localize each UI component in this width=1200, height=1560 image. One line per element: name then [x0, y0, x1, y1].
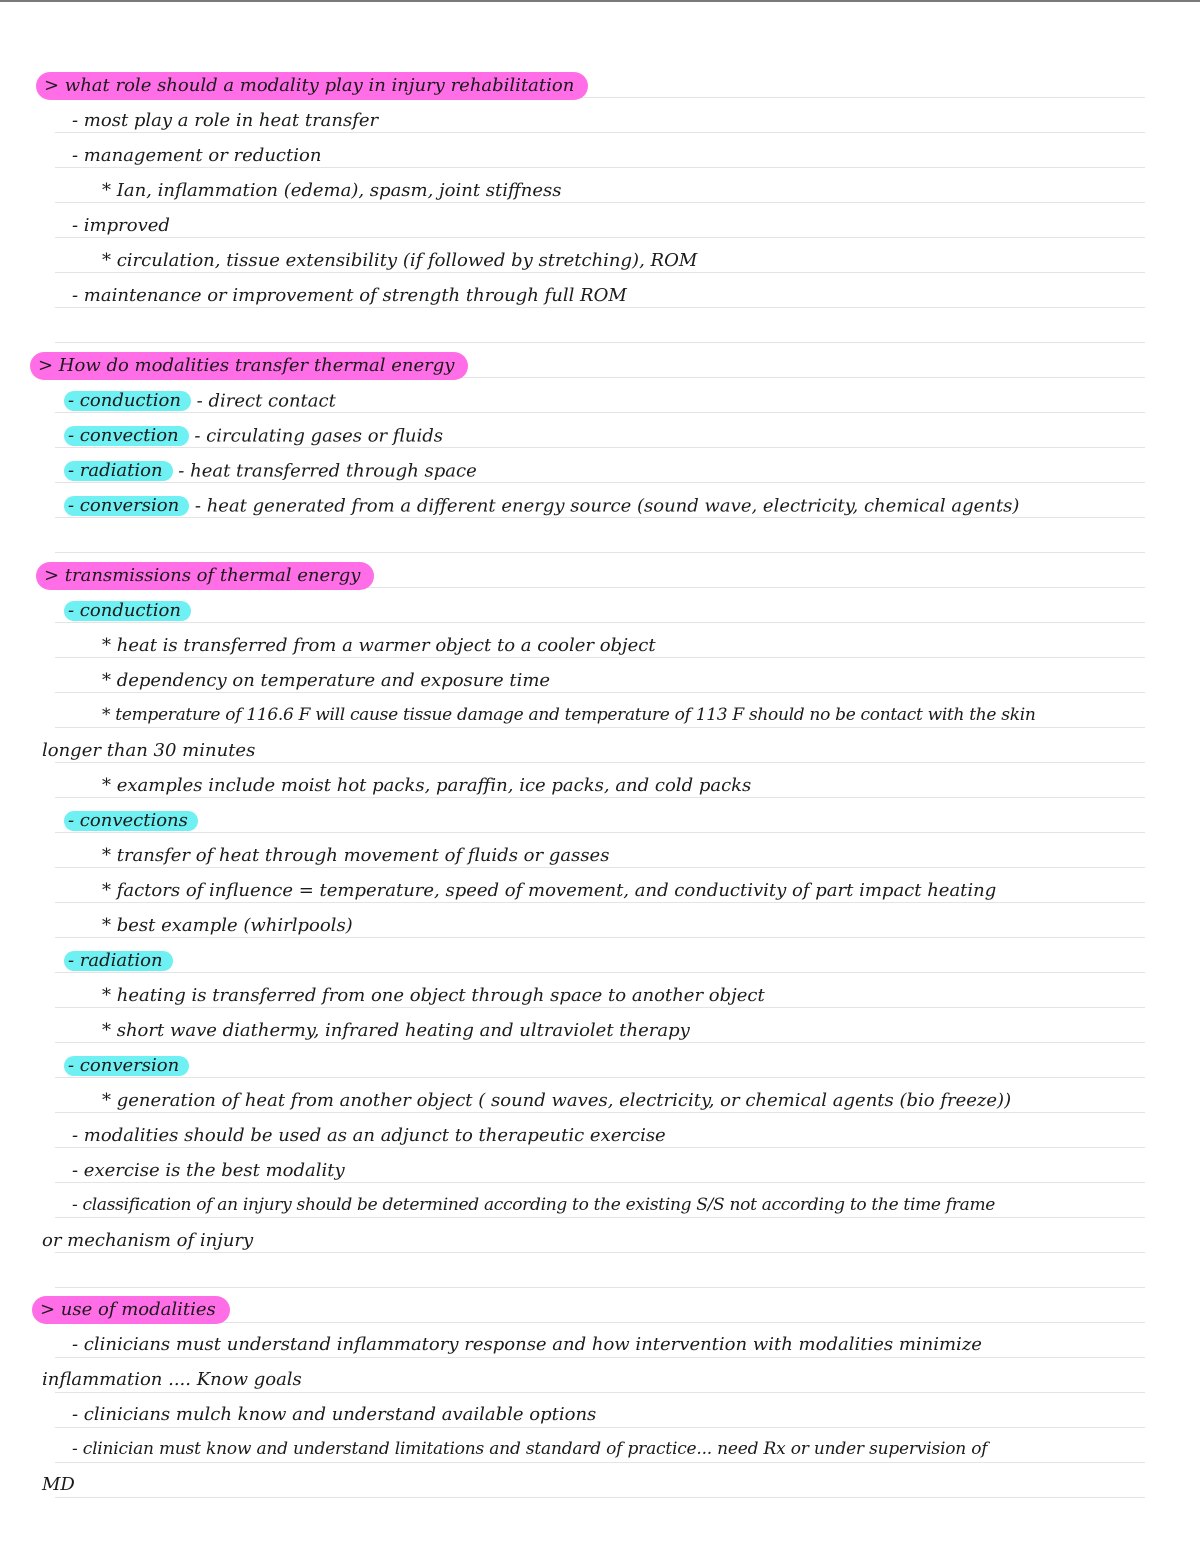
- note-line: [0, 453, 1200, 488]
- section-heading: [0, 348, 1200, 383]
- term-highlight: - conduction: [64, 391, 191, 411]
- note-line: * heating is transferred from one object through space to another object: [102, 985, 765, 1006]
- note-line: * examples include moist hot packs, paraffin, ice packs, and cold packs: [102, 775, 752, 796]
- note-line: * heat is transferred from a warmer object to a cooler object: [102, 635, 656, 656]
- note-line: * generation of heat from another object ( sound waves, electricity, or chemical agents (bio freeze)): [102, 1090, 1012, 1111]
- note-line: * dependency on temperature and exposure time: [102, 670, 551, 691]
- term-highlight: - radiation: [64, 951, 173, 971]
- note-line: * circulation, tissue extensibility (if followed by stretching), ROM: [102, 250, 698, 271]
- term-highlight: - conversion: [64, 1056, 189, 1076]
- note-line: * Ian, inflammation (edema), spasm, joint stiffness: [102, 180, 562, 201]
- section-heading: [0, 68, 1200, 103]
- term-highlight: - convections: [64, 811, 198, 831]
- note-line: [0, 803, 1200, 838]
- term-highlight: - convection: [64, 426, 189, 446]
- note-line: - classification of an injury should be determined according to the existing S/S not according to the time frame: [72, 1195, 996, 1215]
- term-definition: - heat transferred through space: [172, 460, 477, 482]
- note-line: - exercise is the best modality: [72, 1160, 345, 1181]
- heading-highlight: > transmissions of thermal energy: [36, 562, 374, 590]
- note-line: [0, 418, 1200, 453]
- term-definition: - circulating gases or fluids: [188, 425, 443, 447]
- note-line: - modalities should be used as an adjunct to therapeutic exercise: [72, 1125, 666, 1146]
- note-line: longer than 30 minutes: [42, 740, 256, 761]
- note-line: - clinicians must understand inflammatory response and how intervention with modalities minimize: [72, 1334, 982, 1355]
- note-line: * transfer of heat through movement of fluids or gasses: [102, 845, 610, 866]
- heading-highlight: > use of modalities: [32, 1296, 230, 1324]
- note-line: * best example (whirlpools): [102, 915, 353, 936]
- section-heading: [0, 558, 1200, 593]
- note-line: * short wave diathermy, infrared heating and ultraviolet therapy: [102, 1020, 690, 1041]
- note-line: - management or reduction: [72, 145, 322, 166]
- note-line: - clinicians mulch know and understand available options: [72, 1404, 597, 1425]
- note-line: or mechanism of injury: [42, 1230, 254, 1251]
- note-line: - clinician must know and understand limitations and standard of practice... need Rx or under supervision of: [72, 1439, 988, 1459]
- note-line: - improved: [72, 215, 170, 236]
- term-highlight: - conduction: [64, 601, 191, 621]
- note-line: inflammation .... Know goals: [42, 1369, 302, 1390]
- section-heading: [0, 1292, 1200, 1327]
- note-line: [0, 383, 1200, 418]
- page-top-border: [0, 0, 1200, 2]
- ruled-line: [55, 342, 1145, 343]
- note-line: - maintenance or improvement of strength through full ROM: [72, 285, 627, 306]
- heading-highlight: > what role should a modality play in injury rehabilitation: [36, 72, 588, 100]
- term-definition: - heat generated from a different energy source (sound wave, electricity, chemical agents): [189, 495, 1020, 517]
- note-line: * factors of influence = temperature, speed of movement, and conductivity of part impact heating: [102, 880, 997, 901]
- note-line: MD: [42, 1474, 75, 1495]
- ruled-line: [55, 1287, 1145, 1288]
- term-highlight: - radiation: [64, 461, 173, 481]
- note-line: [0, 1048, 1200, 1083]
- note-line: [0, 488, 1200, 523]
- term-definition: - direct contact: [190, 390, 336, 412]
- ruled-line: [55, 552, 1145, 553]
- heading-highlight: > How do modalities transfer thermal energy: [30, 352, 468, 380]
- note-line: [0, 943, 1200, 978]
- term-highlight: - conversion: [64, 496, 189, 516]
- note-line: [0, 593, 1200, 628]
- note-line: * temperature of 116.6 F will cause tissue damage and temperature of 113 F should no be contact with the skin: [102, 705, 1036, 725]
- note-line: - most play a role in heat transfer: [72, 110, 379, 131]
